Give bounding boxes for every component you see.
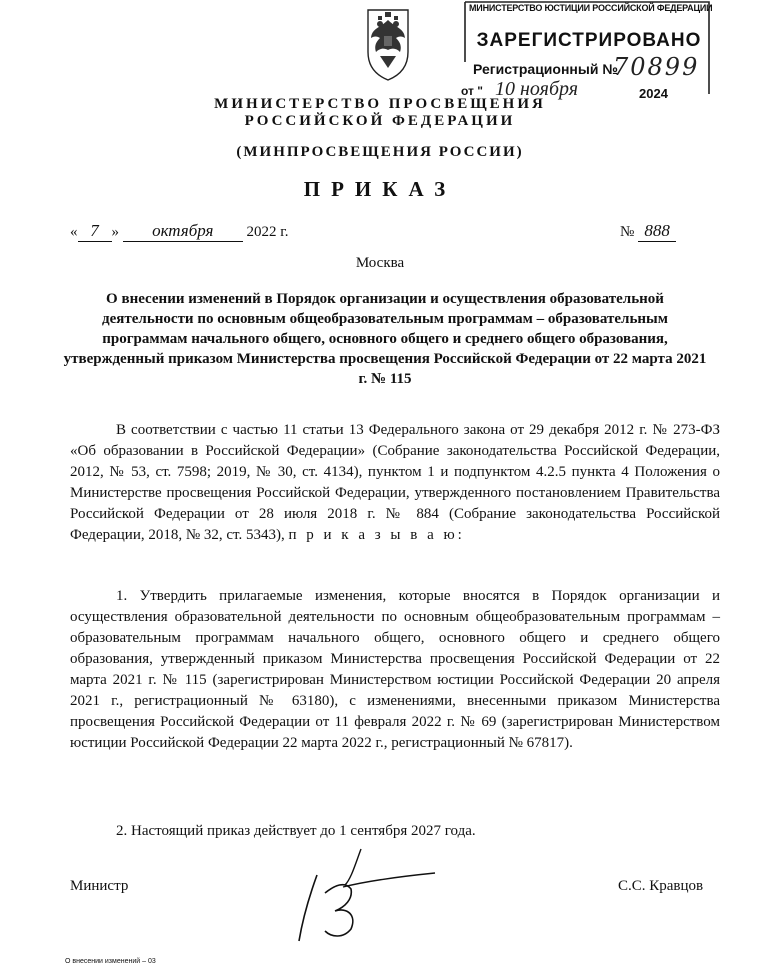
date-close-quote: »: [111, 224, 119, 240]
ministry-name-line2: РОССИЙСКОЙ ФЕДЕРАЦИИ: [244, 113, 516, 129]
order-city: Москва: [355, 255, 405, 271]
order-number-value: 888: [638, 221, 676, 242]
ministry-short-name: (МИНПРОСВЕЩЕНИЯ РОССИИ): [236, 144, 524, 160]
handwritten-signature: [295, 845, 445, 945]
order-year: 2022 г.: [246, 224, 289, 240]
signer-title: Министр: [70, 878, 129, 894]
stamp-status: ЗАРЕГИСТРИРОВАНО: [476, 30, 702, 51]
registration-stamp: [463, 0, 713, 100]
clause-1-paragraph: 1. Утвердить прилагаемые изменения, которые вносятся в Порядок организации и осуществления образовательной деятельности по основным общеобразовательным программам – образовательным программам начального общего, основного общего и среднего общего образования, утвержденный приказом Министерства просвещения Российской Федерации от 22 марта 2021 г. № 115 (зарегистрирован Министерством юстиции Российской Федерации 20 апреля 2021 г., регистрационный № 63180), с изменениями, внесенными приказом Министерства просвещения Российской Федерации от 11 февраля 2022 г. № 69 (зарегистрирован Министерством юстиции Российской Федерации 22 марта 2022 г., регистрационный № 67817).: [70, 588, 720, 751]
page-footer-note: О внесении изменений – 03: [65, 958, 156, 965]
stamp-year: 2024: [639, 86, 668, 101]
stamp-ministry-name: МИНИСТЕРСТВО ЮСТИЦИИ РОССИЙСКОЙ ФЕДЕРАЦИИ: [469, 3, 713, 13]
order-date: [70, 221, 288, 242]
stamp-number-value: 70899: [613, 53, 700, 81]
preamble-text: В соответствии с частью 11 статьи 13 Федерального закона от 29 декабря 2012 г. № 273-ФЗ «Об образовании в Российской Федерации» (Собрание законодательства Российской Федерации, 2012, № 53, ст. 7598; 2019, № 30, ст. 4134), пунктом 1 и подпунктом 4.2.5 пункта 4 Положения о Министерстве просвещения Российской Федерации, утвержденного постановлением Правительства Российской Федерации от 28 июля 2018 г. № 884 (Собрание законодательства Российской Федерации, 2018, № 32, ст. 5343),: [70, 422, 720, 543]
clause-2-paragraph: 2. Настоящий приказ действует до 1 сентября 2027 года.: [116, 823, 476, 839]
coat-of-arms-emblem: [360, 2, 416, 82]
order-heading: О внесении изменений в Порядок организации и осуществления образовательной деятельности по основным общеобразовательным программам – образовательным программам начального общего, основного общего и среднего общего образования, утвержденный приказом Министерства просвещения Российской Федерации от 22 марта 2021 г. № 115: [63, 291, 707, 387]
order-month: октября: [123, 221, 243, 242]
document-type-title: ПРИКАЗ: [303, 177, 457, 201]
order-number: [620, 221, 676, 242]
order-day: 7: [78, 221, 112, 242]
preamble-command: п р и к а з ы в а ю:: [288, 527, 465, 543]
date-open-quote: «: [70, 224, 78, 240]
signer-name: С.С. Кравцов: [618, 878, 704, 894]
stamp-date-handwritten: 10 ноября: [495, 78, 579, 100]
order-number-label: №: [620, 224, 635, 240]
stamp-date-prefix: от ": [461, 84, 483, 98]
preamble-paragraph: [70, 420, 720, 546]
ministry-name-line1: МИНИСТЕРСТВО ПРОСВЕЩЕНИЯ: [214, 96, 546, 112]
stamp-number-label: Регистрационный №: [473, 61, 618, 77]
